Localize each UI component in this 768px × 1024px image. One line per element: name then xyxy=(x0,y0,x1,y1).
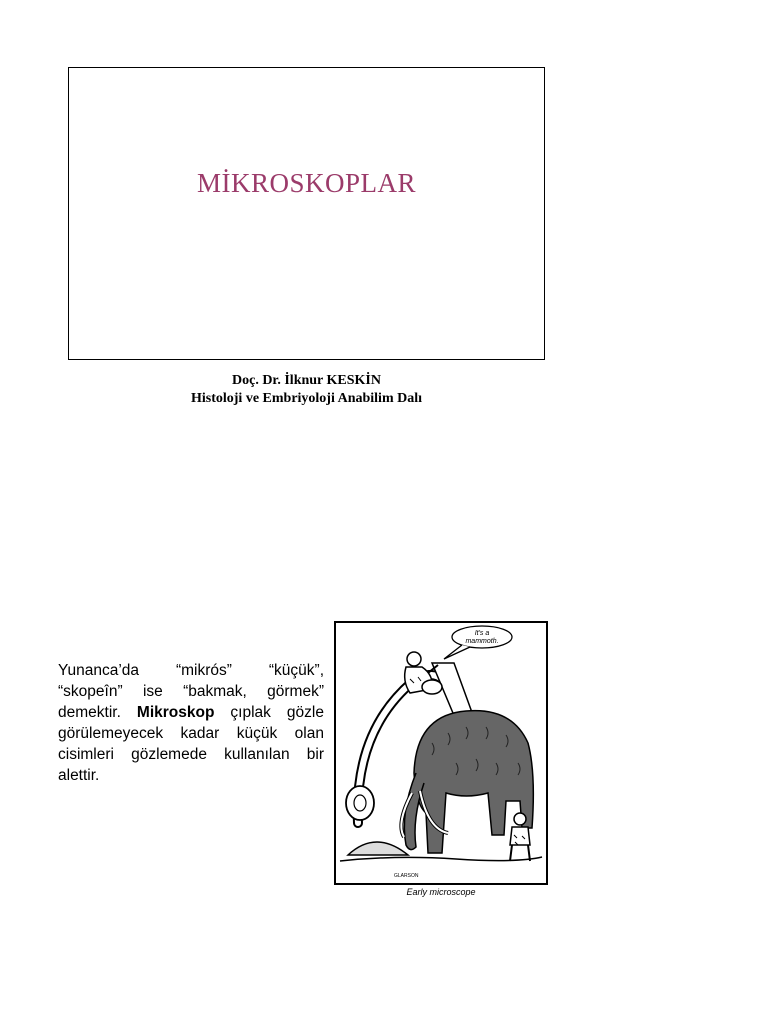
title-slide xyxy=(68,67,545,360)
slide-title: MİKROSKOPLAR xyxy=(196,168,417,198)
cartoon-signature: GLARSON xyxy=(394,873,419,879)
speech-bubble-text: It's a xyxy=(474,630,490,637)
cartoon-illustration xyxy=(334,621,548,885)
author-block xyxy=(68,372,545,408)
definition-paragraph xyxy=(58,660,324,786)
author-name: Doç. Dr. İlknur KESKİN xyxy=(232,373,381,388)
author-department: Histoloji ve Embriyoloji Anabilim Dalı xyxy=(190,391,422,406)
speech-bubble-text-2: mammoth. xyxy=(465,638,499,645)
definition-rest: çıplak gözle görülemeyecek kadar küçük olan cisimleri gözlemede kullanılan bir alettir. xyxy=(58,704,324,784)
cartoon-drawing xyxy=(336,623,546,883)
cartoon-caption: Early microscope xyxy=(406,887,476,897)
definition-keyword: Mikroskop xyxy=(136,704,215,721)
definition-intro: Yunanca’da “mikrós” “küçük”, “skopeîn” ise “bakmak, görmek” demektir. xyxy=(58,662,324,721)
